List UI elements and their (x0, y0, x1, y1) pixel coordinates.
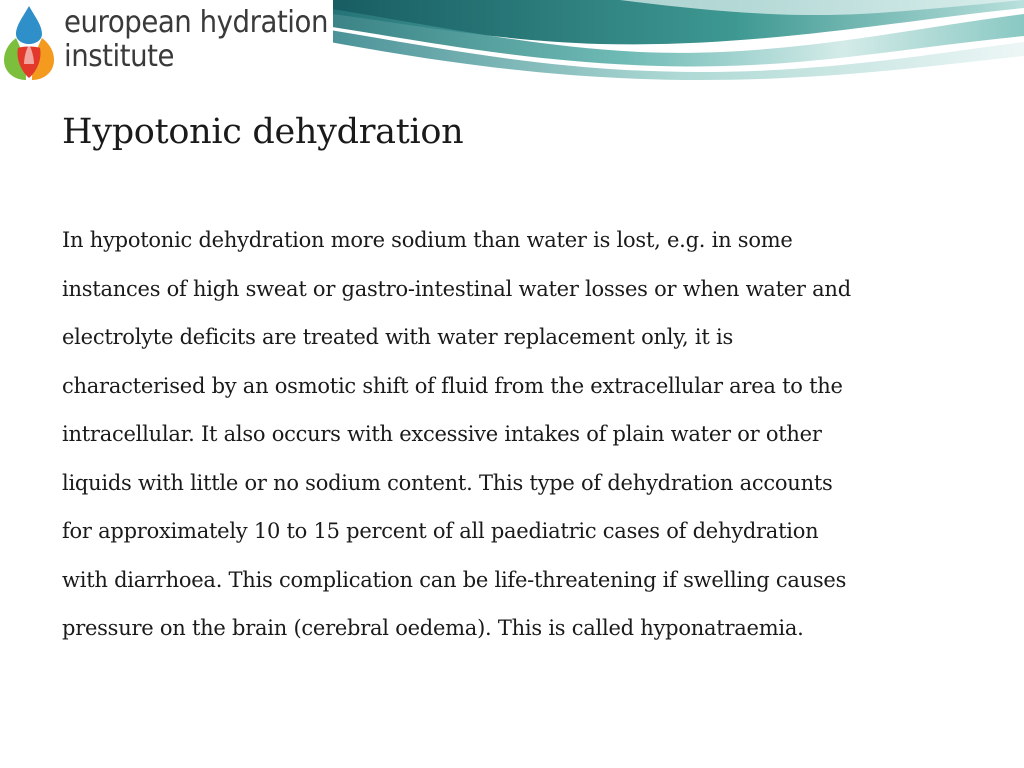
body-line: intracellular. It also occurs with excessive intakes of plain water or other (62, 422, 822, 446)
body-line: In hypotonic dehydration more sodium than water is lost, e.g. in some (62, 228, 793, 252)
slide-title: Hypotonic dehydration (62, 112, 464, 152)
body-line: characterised by an osmotic shift of fluid from the extracellular area to the (62, 373, 843, 398)
water-drop-logo-icon (2, 4, 56, 82)
body-line: pressure on the brain (cerebral oedema). This is called hyponatraemia. (62, 616, 804, 640)
logo-wordmark (64, 6, 328, 74)
body-line: instances of high sweat or gastro-intestinal water losses or when water and (62, 276, 851, 301)
body-line: for approximately 10 to 15 percent of all paediatric cases of dehydration (62, 519, 819, 543)
body-line: liquids with little or no sodium content. This type of dehydration accounts (62, 470, 833, 495)
logo-line-2: institute (64, 39, 175, 74)
logo-line-1: european hydration (64, 5, 328, 40)
logo (0, 0, 333, 86)
slide-body (62, 216, 962, 653)
body-line: with diarrhoea. This complication can be life-threatening if swelling causes (62, 567, 847, 592)
body-line: electrolyte deficits are treated with water replacement only, it is (62, 325, 733, 349)
